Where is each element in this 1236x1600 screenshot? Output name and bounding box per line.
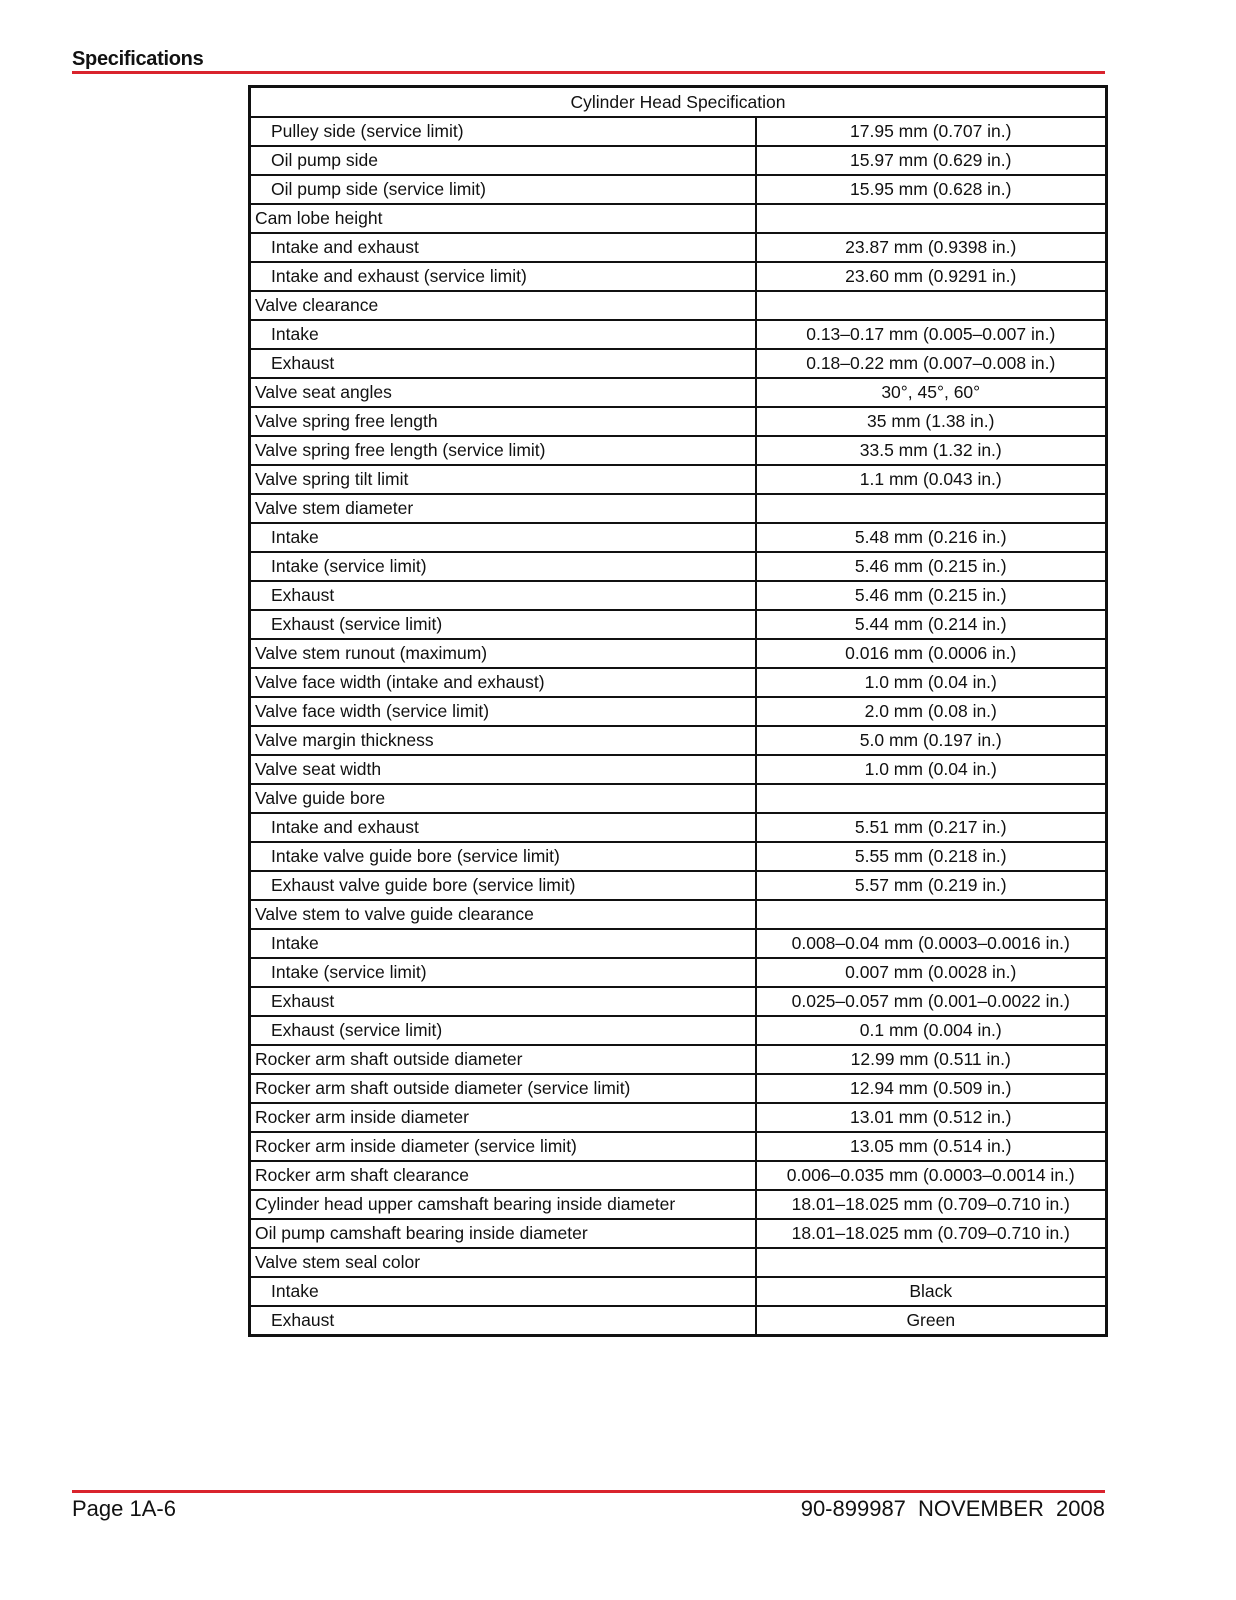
table-row <box>250 320 1107 349</box>
spec-value: 18.01–18.025 mm (0.709–0.710 in.) <box>756 1219 1107 1248</box>
table-header-row <box>250 87 1107 118</box>
spec-value: 0.13–0.17 mm (0.005–0.007 in.) <box>756 320 1107 349</box>
spec-label: Rocker arm shaft outside diameter (service limit) <box>250 1074 756 1103</box>
table-row <box>250 639 1107 668</box>
spec-value: 23.60 mm (0.9291 in.) <box>756 262 1107 291</box>
spec-value: 5.46 mm (0.215 in.) <box>756 552 1107 581</box>
spec-value: 23.87 mm (0.9398 in.) <box>756 233 1107 262</box>
table-row <box>250 1103 1107 1132</box>
spec-label: Intake <box>250 523 756 552</box>
spec-value: 12.99 mm (0.511 in.) <box>756 1045 1107 1074</box>
spec-label: Valve seat width <box>250 755 756 784</box>
spec-value: Green <box>756 1306 1107 1336</box>
spec-label: Rocker arm shaft outside diameter <box>250 1045 756 1074</box>
spec-value: 0.18–0.22 mm (0.007–0.008 in.) <box>756 349 1107 378</box>
spec-value: 1.0 mm (0.04 in.) <box>756 755 1107 784</box>
spec-value: 5.0 mm (0.197 in.) <box>756 726 1107 755</box>
spec-label: Intake (service limit) <box>250 958 756 987</box>
table-row <box>250 726 1107 755</box>
table-row <box>250 842 1107 871</box>
table-row <box>250 523 1107 552</box>
table-row <box>250 494 1107 523</box>
table-row <box>250 1219 1107 1248</box>
spec-label: Intake and exhaust (service limit) <box>250 262 756 291</box>
spec-label: Intake <box>250 1277 756 1306</box>
table-row <box>250 900 1107 929</box>
table-row <box>250 1132 1107 1161</box>
spec-value: 5.55 mm (0.218 in.) <box>756 842 1107 871</box>
spec-value: 0.025–0.057 mm (0.001–0.0022 in.) <box>756 987 1107 1016</box>
table-title: Cylinder Head Specification <box>250 87 1107 118</box>
section-title: Specifications <box>72 48 204 70</box>
table-row <box>250 697 1107 726</box>
table-row <box>250 262 1107 291</box>
table-row <box>250 146 1107 175</box>
spec-value: 15.97 mm (0.629 in.) <box>756 146 1107 175</box>
spec-label: Intake <box>250 929 756 958</box>
spec-value: 0.006–0.035 mm (0.0003–0.0014 in.) <box>756 1161 1107 1190</box>
table-row <box>250 175 1107 204</box>
table-row <box>250 813 1107 842</box>
table-row <box>250 552 1107 581</box>
spec-value: 0.016 mm (0.0006 in.) <box>756 639 1107 668</box>
spec-label: Oil pump camshaft bearing inside diameter <box>250 1219 756 1248</box>
spec-label: Oil pump side (service limit) <box>250 175 756 204</box>
spec-value: 2.0 mm (0.08 in.) <box>756 697 1107 726</box>
spec-value: 5.57 mm (0.219 in.) <box>756 871 1107 900</box>
spec-label: Exhaust valve guide bore (service limit) <box>250 871 756 900</box>
spec-value: 0.1 mm (0.004 in.) <box>756 1016 1107 1045</box>
spec-value <box>756 291 1107 320</box>
table-row <box>250 1161 1107 1190</box>
spec-label: Exhaust <box>250 1306 756 1336</box>
table-row <box>250 436 1107 465</box>
table-row <box>250 1074 1107 1103</box>
spec-label: Exhaust <box>250 349 756 378</box>
spec-label: Exhaust (service limit) <box>250 1016 756 1045</box>
spec-value <box>756 1248 1107 1277</box>
spec-value: 35 mm (1.38 in.) <box>756 407 1107 436</box>
table-row <box>250 1277 1107 1306</box>
spec-label: Valve face width (service limit) <box>250 697 756 726</box>
spec-value: 0.008–0.04 mm (0.0003–0.0016 in.) <box>756 929 1107 958</box>
table-row <box>250 581 1107 610</box>
spec-label: Cam lobe height <box>250 204 756 233</box>
spec-label: Rocker arm shaft clearance <box>250 1161 756 1190</box>
spec-value: 5.48 mm (0.216 in.) <box>756 523 1107 552</box>
spec-label: Valve seat angles <box>250 378 756 407</box>
table-row <box>250 291 1107 320</box>
spec-value: 0.007 mm (0.0028 in.) <box>756 958 1107 987</box>
table-row <box>250 1190 1107 1219</box>
table-row <box>250 929 1107 958</box>
spec-label: Rocker arm inside diameter (service limit) <box>250 1132 756 1161</box>
spec-label: Valve face width (intake and exhaust) <box>250 668 756 697</box>
table-row <box>250 117 1107 146</box>
header-rule <box>72 71 1105 74</box>
spec-value <box>756 900 1107 929</box>
table-row <box>250 407 1107 436</box>
spec-value: 12.94 mm (0.509 in.) <box>756 1074 1107 1103</box>
spec-value <box>756 784 1107 813</box>
spec-value: 5.44 mm (0.214 in.) <box>756 610 1107 639</box>
spec-label: Intake (service limit) <box>250 552 756 581</box>
spec-value <box>756 494 1107 523</box>
spec-label: Valve spring tilt limit <box>250 465 756 494</box>
table-row <box>250 958 1107 987</box>
spec-value: Black <box>756 1277 1107 1306</box>
table-row <box>250 755 1107 784</box>
spec-label: Pulley side (service limit) <box>250 117 756 146</box>
table-row <box>250 1045 1107 1074</box>
spec-value: 1.0 mm (0.04 in.) <box>756 668 1107 697</box>
spec-label: Valve spring free length <box>250 407 756 436</box>
table-row <box>250 349 1107 378</box>
spec-label: Valve stem seal color <box>250 1248 756 1277</box>
page-number: Page 1A-6 <box>72 1496 176 1521</box>
spec-label: Rocker arm inside diameter <box>250 1103 756 1132</box>
spec-value: 13.01 mm (0.512 in.) <box>756 1103 1107 1132</box>
table-row <box>250 1016 1107 1045</box>
table-row <box>250 204 1107 233</box>
spec-label: Cylinder head upper camshaft bearing inside diameter <box>250 1190 756 1219</box>
spec-label: Valve spring free length (service limit) <box>250 436 756 465</box>
spec-label: Intake and exhaust <box>250 233 756 262</box>
footer-rule <box>72 1490 1105 1493</box>
table-row <box>250 610 1107 639</box>
spec-label: Valve stem runout (maximum) <box>250 639 756 668</box>
spec-label: Exhaust <box>250 987 756 1016</box>
spec-value: 5.51 mm (0.217 in.) <box>756 813 1107 842</box>
cylinder-head-spec-table <box>248 85 1108 1337</box>
table-row <box>250 1306 1107 1336</box>
table-row <box>250 987 1107 1016</box>
spec-label: Valve margin thickness <box>250 726 756 755</box>
spec-label: Valve guide bore <box>250 784 756 813</box>
spec-label: Valve clearance <box>250 291 756 320</box>
spec-value: 13.05 mm (0.514 in.) <box>756 1132 1107 1161</box>
spec-value: 33.5 mm (1.32 in.) <box>756 436 1107 465</box>
table-row <box>250 668 1107 697</box>
table-row <box>250 233 1107 262</box>
spec-value: 30°, 45°, 60° <box>756 378 1107 407</box>
table-row <box>250 465 1107 494</box>
spec-value: 1.1 mm (0.043 in.) <box>756 465 1107 494</box>
spec-label: Oil pump side <box>250 146 756 175</box>
spec-label: Intake valve guide bore (service limit) <box>250 842 756 871</box>
spec-label: Valve stem diameter <box>250 494 756 523</box>
spec-label: Intake <box>250 320 756 349</box>
spec-label: Exhaust (service limit) <box>250 610 756 639</box>
spec-value: 17.95 mm (0.707 in.) <box>756 117 1107 146</box>
spec-value: 15.95 mm (0.628 in.) <box>756 175 1107 204</box>
spec-value <box>756 204 1107 233</box>
spec-label: Valve stem to valve guide clearance <box>250 900 756 929</box>
table-body <box>250 117 1107 1336</box>
table-row <box>250 784 1107 813</box>
spec-value: 18.01–18.025 mm (0.709–0.710 in.) <box>756 1190 1107 1219</box>
table-row <box>250 1248 1107 1277</box>
table-row <box>250 871 1107 900</box>
table-row <box>250 378 1107 407</box>
spec-value: 5.46 mm (0.215 in.) <box>756 581 1107 610</box>
document-reference: 90-899987 NOVEMBER 2008 <box>800 1496 1105 1521</box>
spec-label: Exhaust <box>250 581 756 610</box>
spec-label: Intake and exhaust <box>250 813 756 842</box>
